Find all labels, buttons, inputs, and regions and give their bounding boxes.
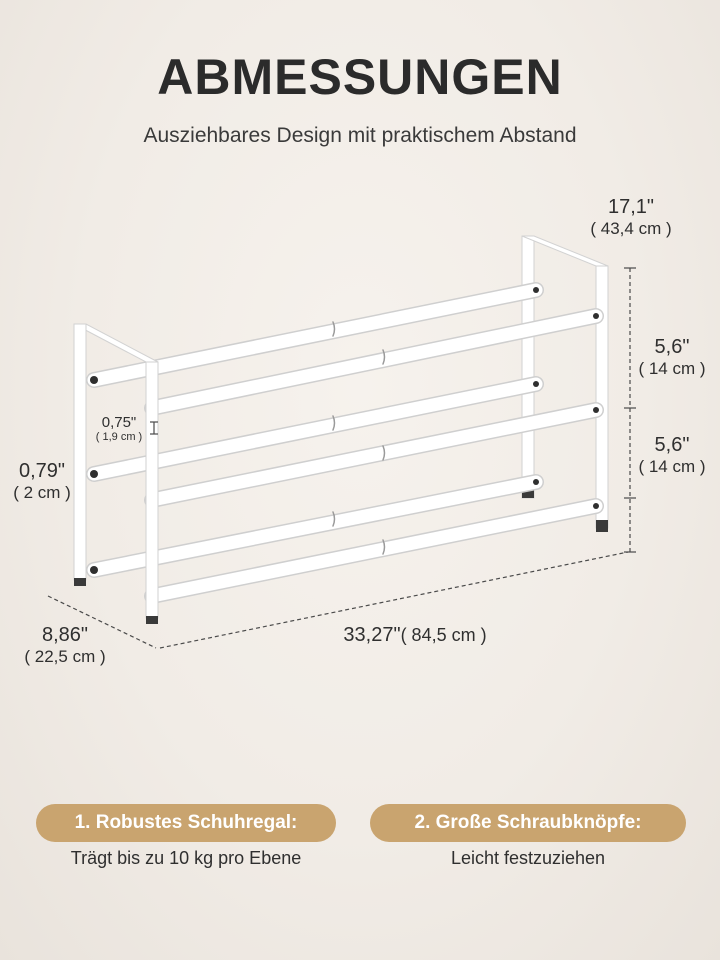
tier-gap-lower-label	[622, 434, 720, 477]
tube-diameter-label	[84, 414, 154, 444]
tier-gap-upper-inch: 5,6"	[654, 336, 690, 358]
frame-width-cm: ( 2 cm )	[13, 483, 71, 502]
feature-desc-2: Leicht festzuziehen	[450, 848, 606, 868]
feature-desc-1: Trägt bis zu 10 kg pro Ebene	[70, 848, 302, 868]
frame-width-inch: 0,79"	[18, 460, 66, 482]
length-label	[300, 624, 530, 647]
tier-gap-lower-cm: ( 14 cm )	[638, 457, 706, 476]
length-inch: 33,27"	[343, 624, 401, 646]
tube-diameter-inch: 0,75"	[101, 414, 137, 431]
page-title: ABMESSUNGEN	[157, 49, 563, 105]
depth-bottom-cm: ( 22,5 cm )	[24, 647, 106, 666]
page-subtitle: Ausziehbares Design mit praktischem Abstand	[143, 124, 577, 147]
feature-pill-1: 1. Robustes Schuhregal:	[36, 804, 336, 842]
tier-gap-lower-inch: 5,6"	[654, 434, 690, 456]
length-cm: ( 84,5 cm )	[400, 625, 487, 645]
feature-pill-2: 2. Große Schraubknöpfe:	[370, 804, 686, 842]
depth-bottom-inch: 8,86"	[41, 624, 89, 646]
depth-top-inch: 17,1"	[607, 196, 655, 218]
tier-gap-upper-label	[622, 336, 720, 379]
depth-top-label	[556, 196, 706, 239]
tier-gap-upper-cm: ( 14 cm )	[638, 359, 706, 378]
depth-top-cm: ( 43,4 cm )	[590, 219, 672, 238]
depth-bottom-label	[0, 624, 130, 667]
tube-diameter-cm: ( 1,9 cm )	[95, 431, 143, 444]
frame-width-label	[4, 460, 80, 503]
